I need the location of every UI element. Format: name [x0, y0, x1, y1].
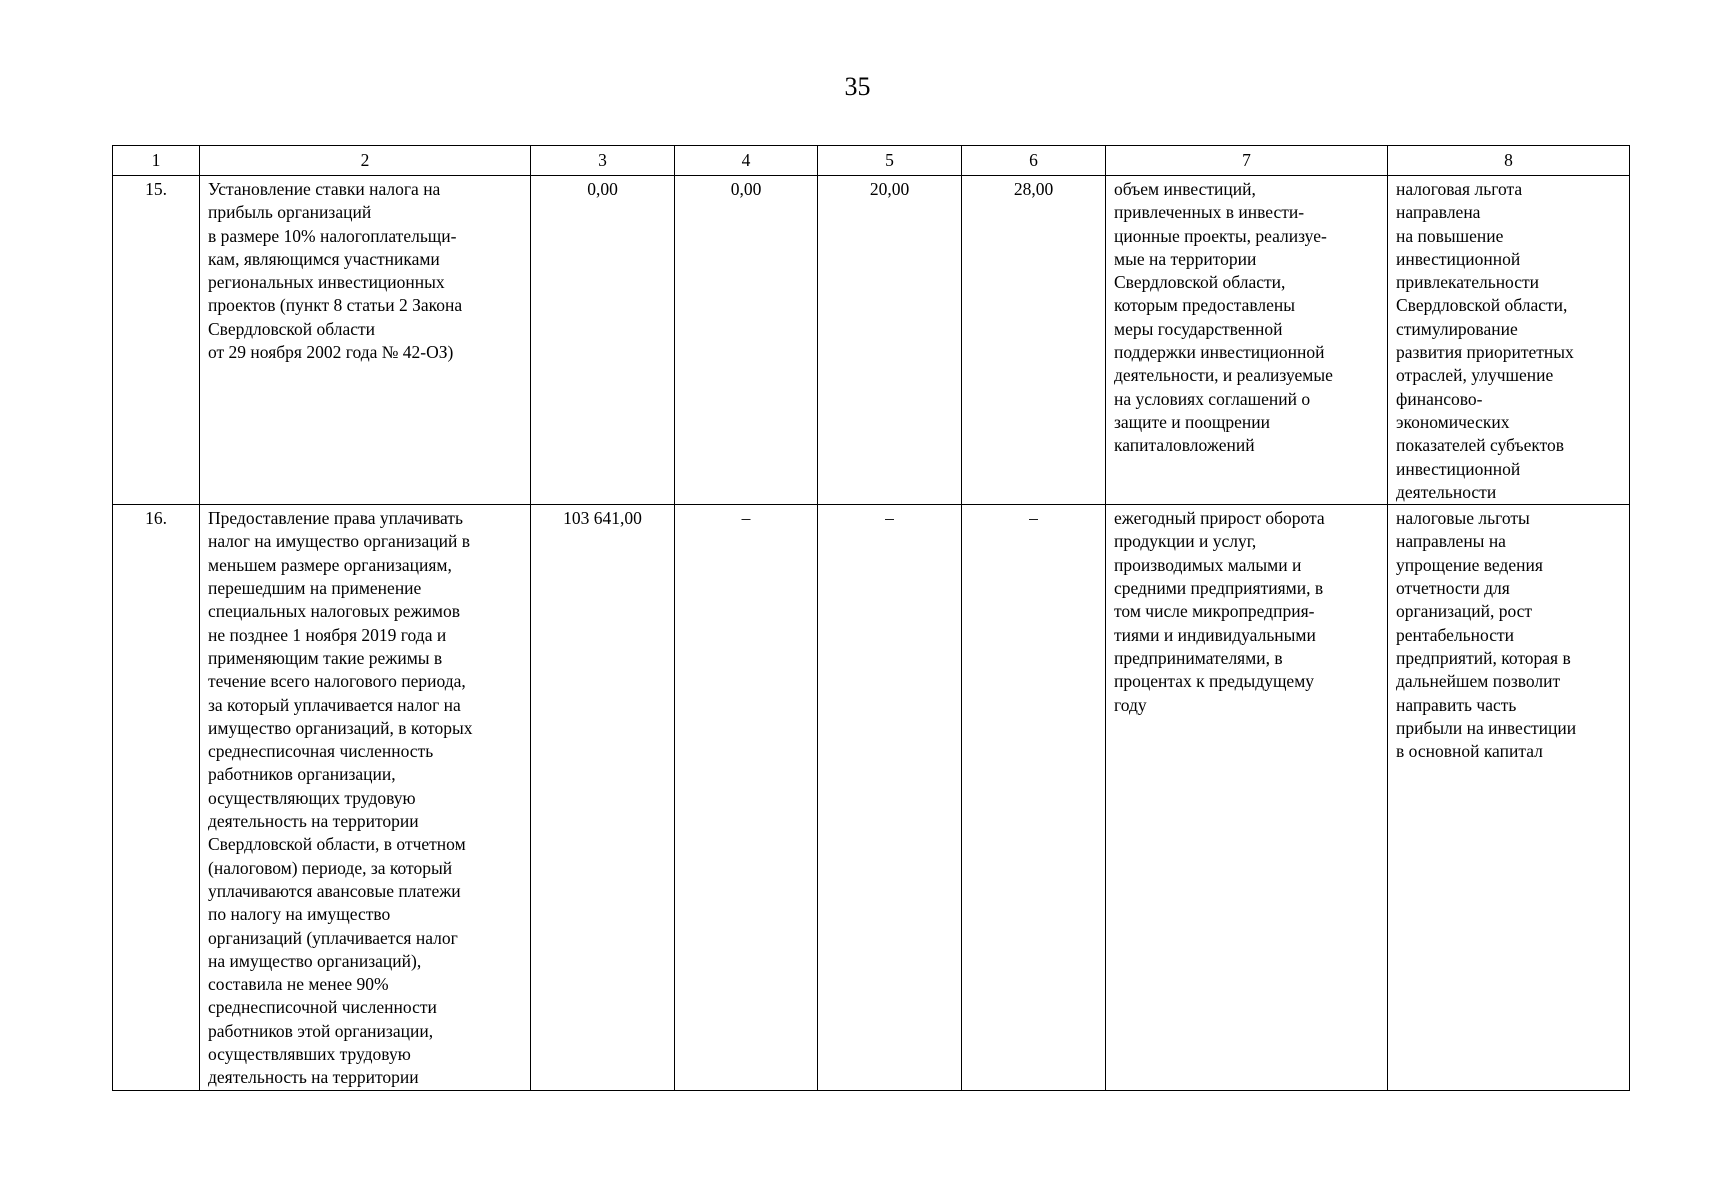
- column-header-7: 7: [1106, 146, 1388, 176]
- page-number: 35: [844, 72, 871, 101]
- row-number-cell: 15.: [113, 176, 200, 505]
- value-cell-col3: 0,00: [531, 176, 675, 505]
- value-cell-col3: 103 641,00: [531, 505, 675, 1090]
- value-cell-col4: –: [675, 505, 818, 1090]
- value-cell-col5: –: [818, 505, 962, 1090]
- column-header-5: 5: [818, 146, 962, 176]
- goal-cell: налоговая льгота направлена на повышение инвестиционной привлекательности Свердловской области, стимулирование развития приоритетных отраслей, улучшение финансово- экономических показателей субъектов инвестиционной деятельности: [1388, 176, 1630, 505]
- column-header-8: 8: [1388, 146, 1630, 176]
- table-header-row: [113, 146, 1630, 176]
- table-row: [113, 505, 1630, 1090]
- benefit-description-cell: Установление ставки налога на прибыль организаций в размере 10% налогоплательщи- кам, являющимся участниками региональных инвестиционных проектов (пункт 8 статьи 2 Закона Свердловской области от 29 ноября 2002 года № 42-ОЗ): [200, 176, 531, 505]
- table-row: [113, 176, 1630, 505]
- value-cell-col6: 28,00: [962, 176, 1106, 505]
- column-header-3: 3: [531, 146, 675, 176]
- column-header-1: 1: [113, 146, 200, 176]
- value-cell-col5: 20,00: [818, 176, 962, 505]
- column-header-2: 2: [200, 146, 531, 176]
- indicator-cell: объем инвестиций, привлеченных в инвести- ционные проекты, реализуе- мые на территории Свердловской области, которым предоставлены меры государственной поддержки инвестиционной деятельности, и реализуемые на условиях соглашений о защите и поощрении капиталовложений: [1106, 176, 1388, 505]
- column-header-6: 6: [962, 146, 1106, 176]
- benefit-description-cell: Предоставление права уплачивать налог на имущество организаций в меньшем размере организациям, перешедшим на применение специальных налоговых режимов не позднее 1 ноября 2019 года и применяющим такие режимы в течение всего налогового периода, за который уплачивается налог на имущество организаций, в которых среднесписочная численность работников организации, осуществляющих трудовую деятельность на территории Свердловской области, в отчетном (налоговом) периоде, за который уплачиваются авансовые платежи по налогу на имущество организаций (уплачивается налог на имущество организаций), составила не менее 90% среднесписочной численности работников этой организации, осуществлявших трудовую деятельность на территории: [200, 505, 531, 1090]
- value-cell-col6: –: [962, 505, 1106, 1090]
- value-cell-col4: 0,00: [675, 176, 818, 505]
- column-header-4: 4: [675, 146, 818, 176]
- indicator-cell: ежегодный прирост оборота продукции и услуг, производимых малыми и средними предприятиями, в том числе микропредприя- тиями и индивидуальными предпринимателями, в процентах к предыдущему году: [1106, 505, 1388, 1090]
- row-number-cell: 16.: [113, 505, 200, 1090]
- goal-cell: налоговые льготы направлены на упрощение ведения отчетности для организаций, рост рентабельности предприятий, которая в дальнейшем позволит направить часть прибыли на инвестиции в основной капитал: [1388, 505, 1630, 1090]
- tax-benefits-table: [112, 145, 1630, 1091]
